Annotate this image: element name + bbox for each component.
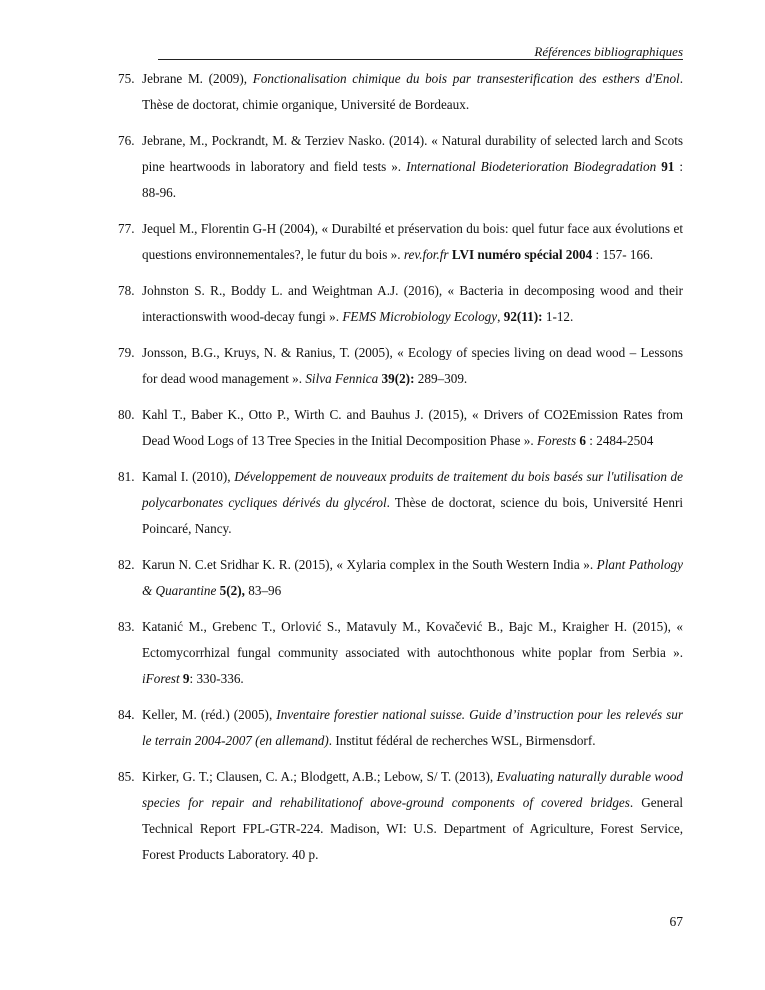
reference-item [118,702,683,754]
reference-text: Johnston S. R., Boddy L. and Weightman A.J. (2016), « Bacteria in decomposing wood and their interactionswith wood-decay fungi ». [142,283,683,324]
header-rule [158,59,683,60]
reference-item [118,66,683,118]
running-header: Références bibliographiques [534,44,683,59]
reference-text: Karun N. C.et Sridhar K. R. (2015), « Xylaria complex in the South Western India ». [142,557,597,572]
reference-italic-text: rev.for.fr [403,247,449,262]
reference-text: 1-12. [542,309,574,324]
reference-number: 85. [118,769,135,784]
reference-number: 78. [118,283,135,298]
reference-number: 76. [118,133,135,148]
reference-list [118,66,683,878]
reference-text: , [497,309,504,324]
reference-bold-text: 91 [661,159,675,174]
reference-text: : 88-96. [142,159,683,200]
reference-italic-text: Développement de nouveaux produits de traitement du bois basés sur l'utilisation de polycarbonates cycliques dérivés du glycérol [142,469,683,510]
reference-text: . Institut fédéral de recherches WSL, Birmensdorf. [328,733,596,748]
reference-italic-text: Forests [537,433,577,448]
reference-text: : 330-336. [189,671,244,686]
reference-italic-text: Fonctionalisation chimique du bois par transesterification des esthers d'Enol [252,71,680,86]
reference-text: 83–96 [244,583,282,598]
reference-item [118,464,683,542]
reference-bold-text: 5(2), [219,583,245,598]
reference-text: : 157- 166. [592,247,653,262]
reference-number: 75. [118,71,135,86]
reference-italic-text: Inventaire forestier national suisse. Guide d’instruction pour les relevés sur le terrain 2004-2007 (en allemand) [142,707,683,748]
reference-item [118,402,683,454]
reference-number: 82. [118,557,135,572]
reference-italic-text: iForest [142,671,180,686]
reference-italic-text: Evaluating naturally durable wood species for repair and rehabilitationof above-ground components of covered bridges [142,769,683,810]
reference-text: Katanić M., Grebenc T., Orlović S., Matavuly M., Kovačević B., Bajc M., Kraigher H. (2015), « Ectomycorrhizal fungal community associated with autochthonous white poplar from Serbia ». [142,619,683,660]
reference-number: 80. [118,407,135,422]
reference-text: : 2484-2504 [585,433,654,448]
reference-text: Kirker, G. T.; Clausen, C. A.; Blodgett, A.B.; Lebow, S/ T. (2013), [142,769,497,784]
reference-text: Keller, M. (réd.) (2005), [142,707,277,722]
reference-italic-text: International Biodeterioration Biodegradation [406,159,657,174]
reference-number: 84. [118,707,135,722]
reference-bold-text: 6 [579,433,586,448]
reference-item [118,340,683,392]
page-number: 67 [669,914,683,929]
reference-number: 83. [118,619,135,634]
reference-text: Jebrane M. (2009), [142,71,253,86]
reference-text: . General Technical Report FPL-GTR-224. Madison, WI: U.S. Department of Agriculture, Forest Service, Forest Products Laboratory. 40 p. [142,795,683,862]
reference-number: 81. [118,469,135,484]
reference-item [118,614,683,692]
reference-italic-text: Silva Fennica [305,371,379,386]
reference-text: Jequel M., Florentin G-H (2004), « Durabilté et préservation du bois: quel futur face aux évolutions et questions environnementales?, le futur du bois ». [142,221,683,262]
reference-text: Kamal I. (2010), [142,469,235,484]
reference-item [118,216,683,268]
reference-text: . Thèse de doctorat, chimie organique, Université de Bordeaux. [142,71,683,112]
reference-item [118,278,683,330]
reference-text: 289–309. [414,371,468,386]
reference-number: 79. [118,345,135,360]
reference-text: Kahl T., Baber K., Otto P., Wirth C. and Bauhus J. (2015), « Drivers of CO2Emission Rates from Dead Wood Logs of 13 Tree Species in the Initial Decomposition Phase ». [142,407,683,448]
reference-bold-text: 39(2): [381,371,415,386]
reference-item [118,764,683,868]
reference-text: . Thèse de doctorat, science du bois, Université Henri Poincaré, Nancy. [142,495,684,536]
reference-text: Jonsson, B.G., Kruys, N. & Ranius, T. (2005), « Ecology of species living on dead wood – Lessons for dead wood management ». [142,345,683,386]
reference-italic-text: FEMS Microbiology Ecology [342,309,498,324]
reference-number: 77. [118,221,135,236]
reference-bold-text: LVI numéro spécial 2004 [451,247,593,262]
reference-text: Jebrane, M., Pockrandt, M. & Terziev Nasko. (2014). « Natural durability of selected larch and Scots pine heartwoods in laboratory and field tests ». [142,133,683,174]
reference-bold-text: 92(11): [503,309,543,324]
reference-item [118,128,683,206]
reference-italic-text: Plant Pathology & Quarantine [142,557,683,598]
reference-bold-text: 9 [182,671,190,686]
reference-item [118,552,683,604]
